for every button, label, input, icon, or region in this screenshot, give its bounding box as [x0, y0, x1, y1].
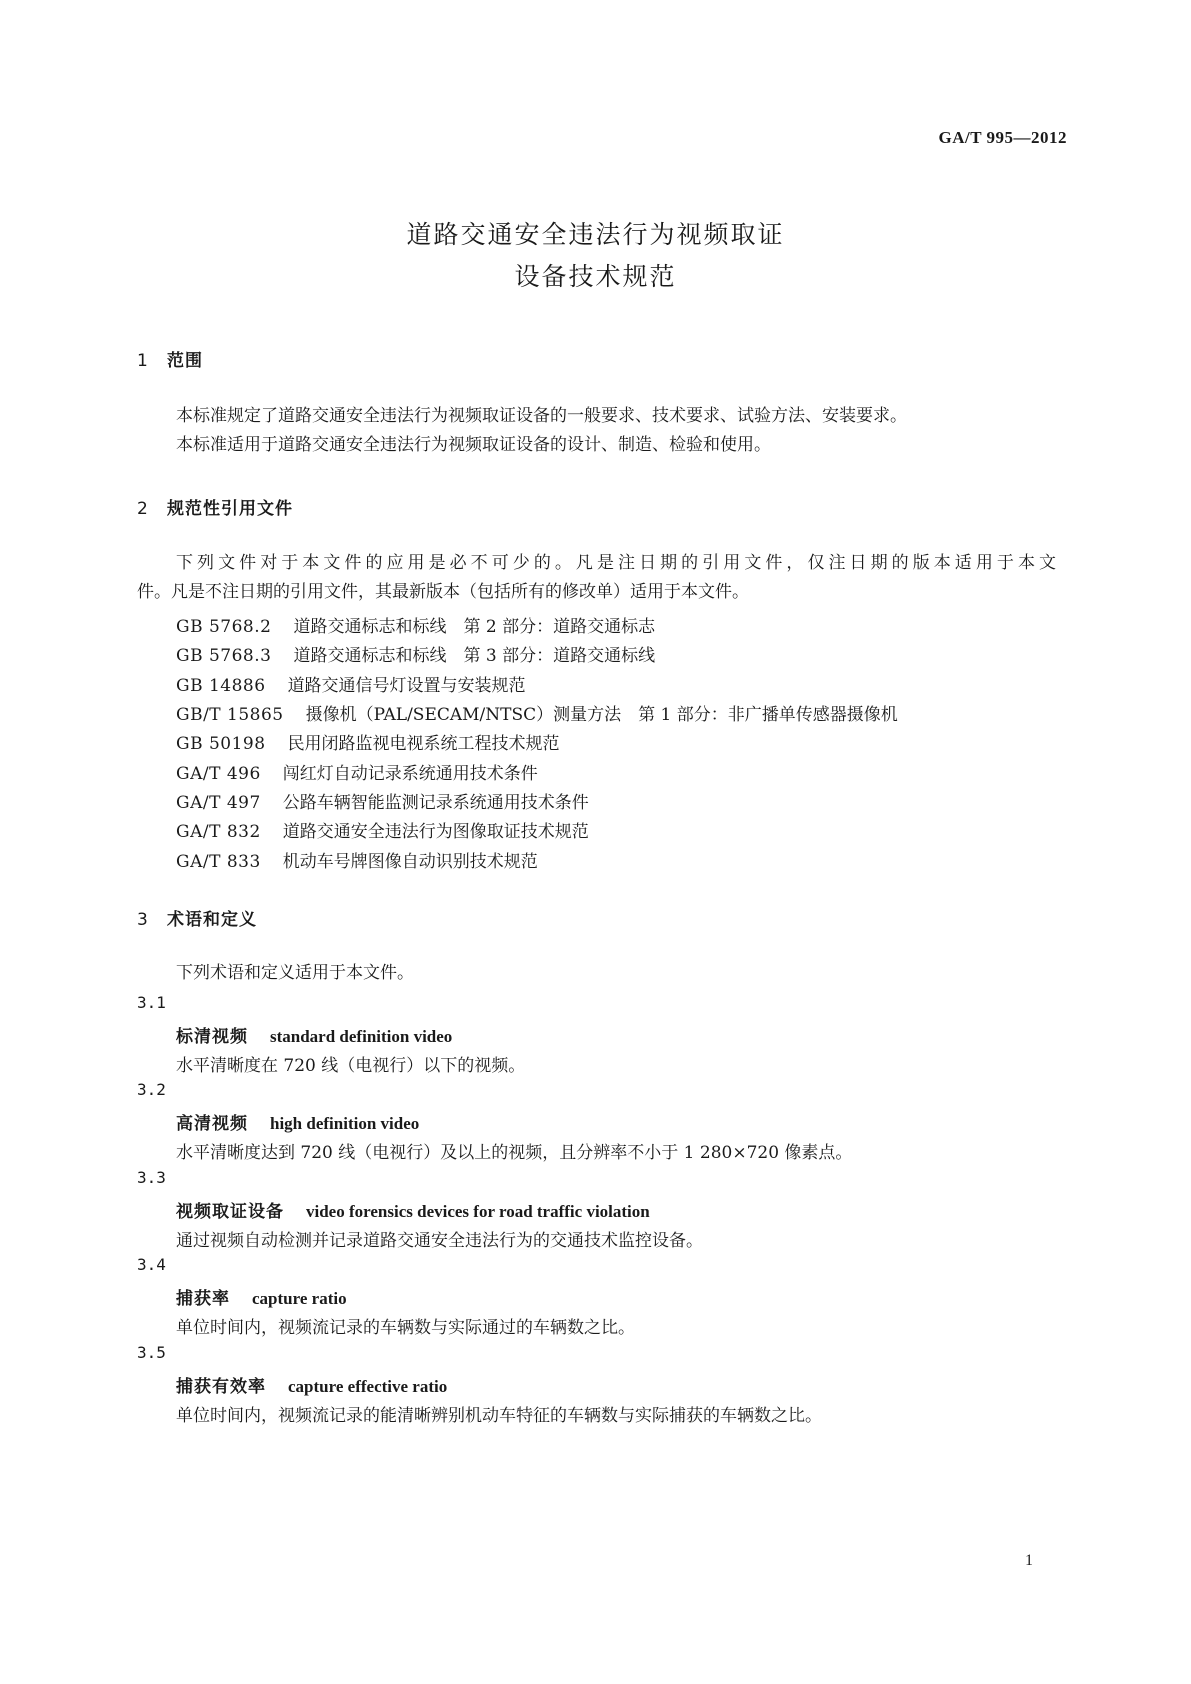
term-name-cn: 捕获率 — [176, 1289, 230, 1309]
term-name-en: standard definition video — [270, 1027, 453, 1046]
term-number: 3.4 — [137, 1255, 166, 1274]
reference-title: 闯红灯自动记录系统通用技术条件 — [282, 764, 538, 784]
section-3-heading — [137, 905, 257, 930]
term-name — [176, 1022, 452, 1047]
term-name-cn: 高清视频 — [176, 1114, 248, 1134]
reference-item — [176, 671, 526, 696]
section-number: 1 — [137, 351, 148, 371]
term-definition: 单位时间内，视频流记录的车辆数与实际通过的车辆数之比。 — [176, 1318, 635, 1338]
section-3-intro: 下列术语和定义适用于本文件。 — [176, 963, 414, 983]
section-title: 规范性引用文件 — [167, 499, 293, 519]
reference-title: 道路交通标志和标线 第 2 部分：道路交通标志 — [293, 617, 656, 637]
term-name — [176, 1284, 347, 1309]
term-definition: 单位时间内，视频流记录的能清晰辨别机动车特征的车辆数与实际捕获的车辆数之比。 — [176, 1406, 822, 1426]
reference-code: GB 5768.2 — [176, 617, 272, 637]
term-definition: 通过视频自动检测并记录道路交通安全违法行为的交通技术监控设备。 — [176, 1231, 703, 1251]
term-number: 3.3 — [137, 1168, 166, 1187]
term-definition: 水平清晰度在 720 线（电视行）以下的视频。 — [176, 1056, 526, 1076]
reference-code: GB/T 15865 — [176, 705, 284, 725]
document-title-line1: 道路交通安全违法行为视频取证 — [406, 220, 785, 249]
reference-code: GA/T 497 — [176, 793, 261, 813]
reference-title: 民用闭路监视电视系统工程技术规范 — [287, 734, 560, 754]
reference-item — [176, 759, 538, 784]
term-name — [176, 1197, 650, 1222]
section-2-intro-line-2: 件。凡是不注日期的引用文件，其最新版本（包括所有的修改单）适用于本文件。 — [137, 582, 749, 602]
reference-code: GA/T 833 — [176, 852, 261, 872]
reference-item — [176, 700, 898, 725]
reference-code: GA/T 832 — [176, 822, 261, 842]
term-name-cn: 捕获有效率 — [176, 1377, 266, 1397]
reference-code: GB 14886 — [176, 676, 266, 696]
term-name-cn: 标清视频 — [176, 1027, 248, 1047]
term-number: 3.2 — [137, 1080, 166, 1099]
term-name-en: capture effective ratio — [288, 1377, 448, 1396]
reference-item — [176, 847, 538, 872]
term-name-en: video forensics devices for road traffic violation — [306, 1202, 650, 1221]
term-name — [176, 1109, 419, 1134]
reference-title: 机动车号牌图像自动识别技术规范 — [282, 852, 538, 872]
term-name-en: capture ratio — [252, 1289, 347, 1308]
reference-item — [176, 788, 589, 813]
page-number: 1 — [1025, 1552, 1033, 1569]
term-name-en: high definition video — [270, 1114, 420, 1133]
reference-item — [176, 641, 655, 666]
term-number: 3.1 — [137, 993, 166, 1012]
reference-title: 道路交通信号灯设置与安装规范 — [287, 676, 526, 696]
section-2-intro-line-1: 下列文件对于本文件的应用是必不可少的。凡是注日期的引用文件，仅注日期的版本适用于本文 — [176, 553, 1056, 573]
reference-title: 道路交通安全违法行为图像取证技术规范 — [282, 822, 589, 842]
reference-code: GB 50198 — [176, 734, 266, 754]
reference-title: 公路车辆智能监测记录系统通用技术条件 — [282, 793, 589, 813]
reference-item — [176, 729, 560, 754]
term-number: 3.5 — [137, 1343, 166, 1362]
reference-item — [176, 612, 655, 637]
section-title: 术语和定义 — [167, 910, 257, 930]
section-2-heading — [137, 494, 293, 519]
section-1-heading — [137, 346, 203, 371]
reference-title: 道路交通标志和标线 第 3 部分：道路交通标线 — [293, 646, 656, 666]
reference-title: 摄像机（PAL/SECAM/NTSC）测量方法 第 1 部分：非广播单传感器摄像机 — [305, 705, 898, 725]
reference-item — [176, 817, 589, 842]
section-number: 3 — [137, 910, 148, 930]
term-name-cn: 视频取证设备 — [176, 1202, 284, 1222]
term-name — [176, 1372, 447, 1397]
section-1-paragraph-1: 本标准规定了道路交通安全违法行为视频取证设备的一般要求、技术要求、试验方法、安装要求。 — [176, 406, 907, 426]
section-title: 范围 — [167, 351, 203, 371]
reference-code: GA/T 496 — [176, 764, 261, 784]
section-number: 2 — [137, 499, 148, 519]
section-1-paragraph-2: 本标准适用于道路交通安全违法行为视频取证设备的设计、制造、检验和使用。 — [176, 435, 771, 455]
document-code: GA/T 995—2012 — [938, 128, 1067, 147]
document-title-line2: 设备技术规范 — [514, 262, 677, 291]
term-definition: 水平清晰度达到 720 线（电视行）及以上的视频，且分辨率不小于 1 280×720 像素点。 — [176, 1143, 853, 1163]
reference-code: GB 5768.3 — [176, 646, 272, 666]
